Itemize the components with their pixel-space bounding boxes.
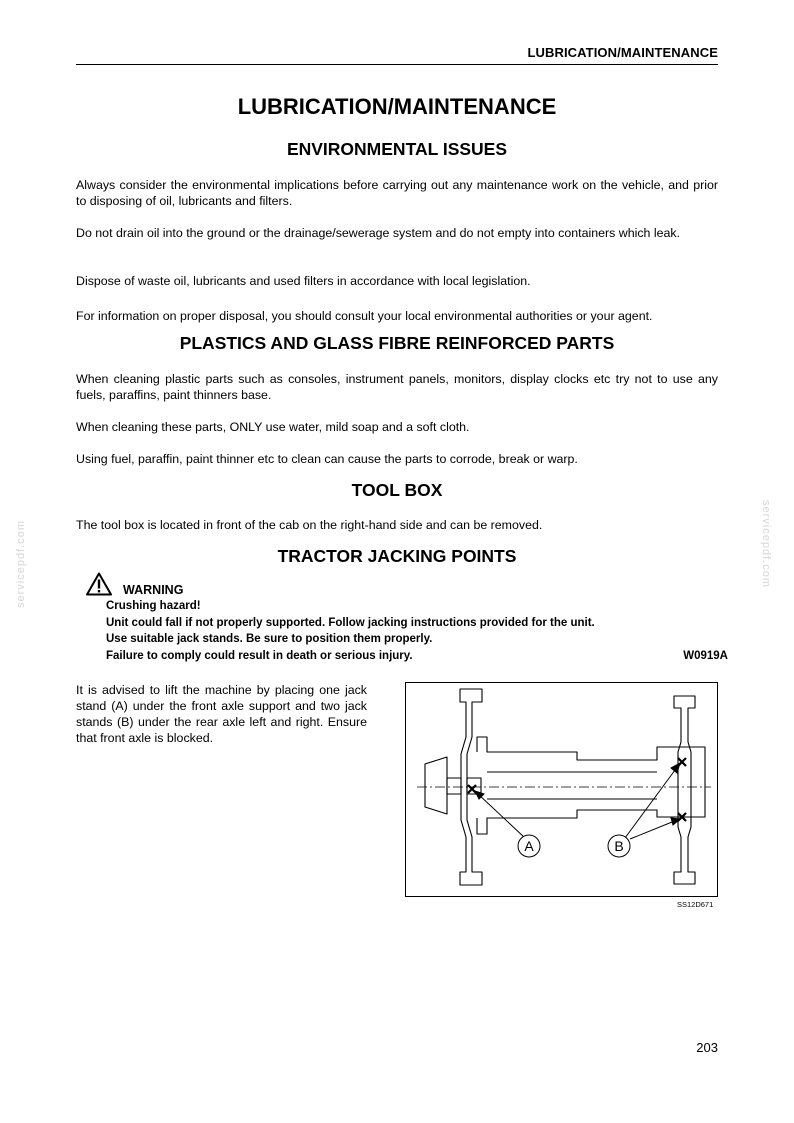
- warning-line: Use suitable jack stands. Be sure to position them properly.: [106, 633, 433, 645]
- watermark-left: servicepdf.com: [15, 520, 27, 608]
- warning-triangle-icon: [86, 572, 112, 596]
- paragraph: For information on proper disposal, you should consult your local environmental authorities or your agent.: [76, 309, 653, 323]
- header-rule: [76, 64, 718, 65]
- section-title-plastics: PLASTICS AND GLASS FIBRE REINFORCED PARTS: [179, 333, 615, 353]
- paragraph: When cleaning these parts, ONLY use water, mild soap and a soft cloth.: [76, 420, 470, 434]
- warning-title: WARNING: [123, 583, 184, 597]
- page-number: 203: [696, 1040, 718, 1055]
- paragraph: The tool box is located in front of the cab on the right-hand side and can be removed.: [76, 518, 543, 532]
- callout-label-b: B: [614, 838, 624, 854]
- warning-line: Failure to comply could result in death or serious injury.: [106, 650, 413, 662]
- paragraph: Always consider the environmental implications before carrying out any maintenance work on the vehicle, and prior to disposing of oil, lubricants and filters.: [76, 178, 718, 208]
- figure-code: SS12D671: [677, 900, 714, 909]
- section-title-toolbox: TOOL BOX: [351, 480, 443, 500]
- warning-code: W0919A: [683, 650, 728, 662]
- paragraph: Do not drain oil into the ground or the drainage/sewerage system and do not empty into containers which leak.: [76, 226, 681, 240]
- watermark-right: servicepdf.com: [760, 500, 772, 588]
- section-title-environmental: ENVIRONMENTAL ISSUES: [286, 139, 508, 159]
- jacking-instructions: It is advised to lift the machine by placing one jack stand (A) under the front axle support and two jack stands (B) under the rear axle left and right. Ensure that front axle is blocked.: [76, 683, 367, 745]
- paragraph: Using fuel, paraffin, paint thinner etc to clean can cause the parts to corrode, break or warp.: [76, 452, 578, 466]
- paragraph: When cleaning plastic parts such as consoles, instrument panels, monitors, display clocks etc try not to use any fuels, paraffins, paint thinners base.: [76, 372, 718, 402]
- callout-label-a: A: [524, 838, 534, 854]
- jacking-points-diagram: [405, 682, 718, 897]
- main-title: LUBRICATION/MAINTENANCE: [237, 94, 557, 119]
- warning-line: Unit could fall if not properly supported. Follow jacking instructions provided for the unit.: [106, 617, 595, 629]
- warning-line: Crushing hazard!: [106, 600, 201, 612]
- section-title-jacking: TRACTOR JACKING POINTS: [277, 546, 517, 566]
- paragraph: Dispose of waste oil, lubricants and used filters in accordance with local legislation.: [76, 274, 531, 288]
- header-title: LUBRICATION/MAINTENANCE: [527, 45, 718, 60]
